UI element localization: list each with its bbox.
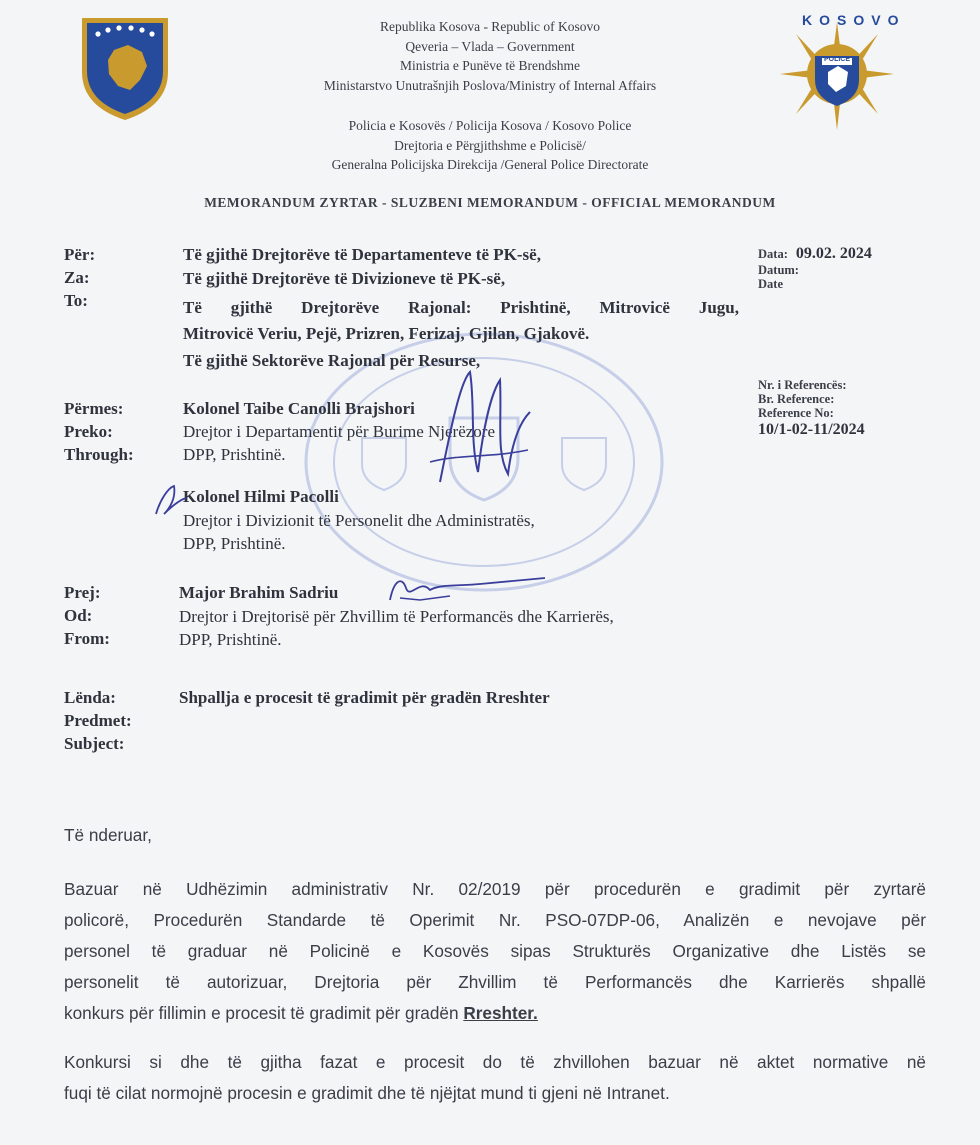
reference-block xyxy=(758,378,865,439)
paragraph-line: policorë, Procedurën Standarde të Operimit Nr. PSO-07DP-06, Analizën e nevojave për xyxy=(64,910,926,930)
paragraph-2 xyxy=(64,1047,926,1109)
recipient-line: Mitrovicë Veriu, Pejë, Prizren, Ferizaj, Gjilan, Gjakovë. xyxy=(183,324,590,343)
through-title-2: Drejtor i Divizionit të Personelit dhe Administratës, xyxy=(183,511,535,530)
through-labels xyxy=(64,397,134,466)
paragraph-line: personel të graduar në Policinë e Kosovës sipas Strukturës Organizative dhe Listës se xyxy=(64,941,926,961)
subject-text: Shpallja e procesit të gradimit për gradën Rreshter xyxy=(179,688,550,707)
label-preko: Preko: xyxy=(64,422,113,441)
through-name-2: Kolonel Hilmi Pacolli xyxy=(183,487,339,506)
from-title: Drejtor i Drejtorisë për Zhvillim të Performancës dhe Karrierës, xyxy=(179,607,614,626)
date-block xyxy=(758,245,872,291)
date-value: 09.02. 2024 xyxy=(795,245,872,262)
salutation: Të nderuar, xyxy=(64,825,152,845)
from-name: Major Brahim Sadriu xyxy=(179,583,339,602)
header-line: Policia e Kosovës / Policija Kosova / Kosovo Police xyxy=(348,118,632,133)
kosovo-police-emblem xyxy=(772,12,906,134)
header-line: Generalna Policijska Direkcija /General Police Directorate xyxy=(331,157,649,172)
label-per: Për: xyxy=(64,245,96,264)
paragraph-line: Konkursi si dhe të gjitha fazat e procesit do të zhvillohen bazuar në aktet normative në xyxy=(64,1052,926,1072)
memo-title: MEMORANDUM ZYRTAR - SLUZBENI MEMORANDUM - OFFICIAL MEMORANDUM xyxy=(204,195,776,210)
label-to: To: xyxy=(64,291,88,310)
header-line: Qeveria – Vlada – Government xyxy=(405,38,575,54)
police-emblem-arc-text: KOSOVO xyxy=(802,12,906,28)
to-labels xyxy=(64,243,95,312)
paragraph-line: fuqi të cilat normojnë procesin e gradimit dhe të njëjtat mund ti gjeni në Intranet. xyxy=(64,1083,670,1103)
through-title-1: Drejtor i Departamentit për Burime Njerëzore xyxy=(183,422,496,441)
paragraph-line: Bazuar në Udhëzimin administrativ Nr. 02/2019 për procedurën e gradimit për zyrtarë xyxy=(64,879,926,899)
paragraph-1 xyxy=(64,874,926,1029)
recipient-line: Të gjithë Drejtorëve Rajonal: Prishtinë, Mitrovicë Jugu, xyxy=(183,298,739,317)
label-subject: Subject: xyxy=(64,734,125,753)
label-prej: Prej: xyxy=(64,583,101,602)
from-location: DPP, Prishtinë. xyxy=(179,630,282,649)
recipient-line: Të gjithë Drejtorëve të Divizioneve të PK-së, xyxy=(183,269,506,288)
label-permes: Përmes: xyxy=(64,399,124,418)
police-header xyxy=(220,116,760,175)
label-za: Za: xyxy=(64,268,90,287)
reference-label-en: Reference No: xyxy=(758,406,834,420)
header-line: Ministria e Punëve të Brendshme xyxy=(400,58,580,73)
paragraph-last-text: konkurs për fillimin e procesit të gradimit për gradën xyxy=(64,1003,464,1023)
kosovo-coat-of-arms-logo xyxy=(78,14,172,122)
header-line: Ministarstvo Unutrašnjih Poslova/Ministry of Internal Affairs xyxy=(323,77,657,93)
government-header xyxy=(220,17,760,95)
date-label: Data: xyxy=(758,247,788,261)
reference-label-sr: Br. Reference: xyxy=(758,392,835,406)
rank-emphasis: Rreshter. xyxy=(463,1003,538,1023)
label-from: From: xyxy=(64,629,110,648)
header-line: Drejtoria e Përgjithshme e Policisë/ xyxy=(394,137,586,153)
signature-scribble xyxy=(400,362,550,492)
signature-scribble-2 xyxy=(380,570,550,610)
through-location-1: DPP, Prishtinë. xyxy=(183,445,286,464)
paragraph-line-last xyxy=(64,998,926,1029)
label-predmet: Predmet: xyxy=(64,711,132,730)
recipient-line: Të gjithë Sektorëve Rajonal për Resurse, xyxy=(183,351,481,370)
date-label-en: Date xyxy=(758,277,783,291)
reference-value: 10/1-02-11/2024 xyxy=(758,421,865,438)
police-emblem-inner-text: POLICE xyxy=(823,56,851,63)
paragraph-line: personelit të autorizuar, Drejtoria për Zhvillim të Performancës dhe Karrierës shpallë xyxy=(64,972,926,992)
reference-label-sq: Nr. i Referencës: xyxy=(758,378,847,392)
subject-labels xyxy=(64,686,132,755)
label-od: Od: xyxy=(64,606,93,625)
initials-scribble xyxy=(150,480,190,520)
date-label-sr: Datum: xyxy=(758,263,799,277)
from-labels xyxy=(64,581,110,650)
through-name-1: Kolonel Taibe Canolli Brajshori xyxy=(183,399,415,418)
recipient-line: Të gjithë Drejtorëve të Departamenteve të PK-së, xyxy=(183,245,541,264)
through-location-2: DPP, Prishtinë. xyxy=(183,534,286,553)
label-through: Through: xyxy=(64,445,134,464)
label-lenda: Lënda: xyxy=(64,688,116,707)
header-line: Republika Kosova - Republic of Kosovo xyxy=(379,19,601,34)
